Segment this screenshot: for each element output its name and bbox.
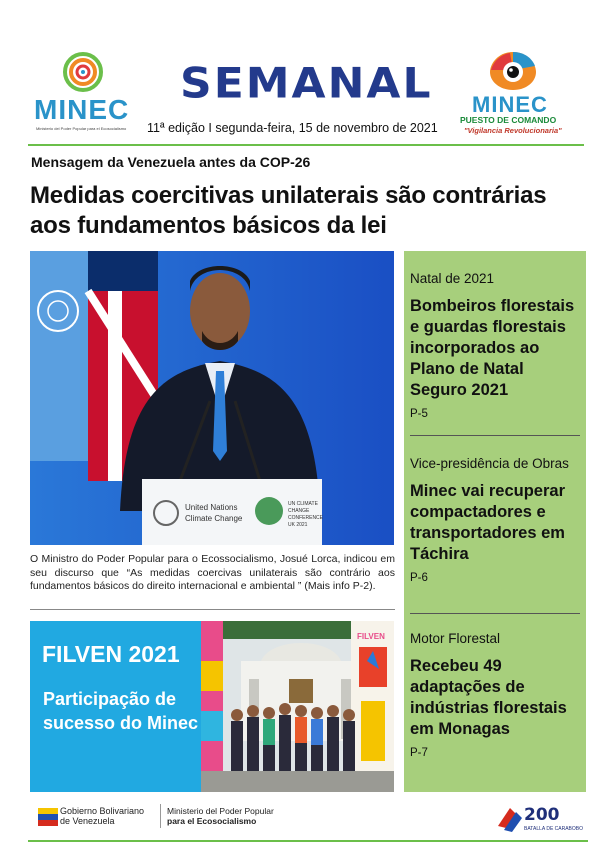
bicentennial-number: 200 <box>524 805 560 825</box>
bicentennial-logo <box>496 800 584 834</box>
sidebar-item-page: P-7 <box>410 747 428 759</box>
vigilancia-label: "Vigilancia Revolucionaria" <box>464 126 562 135</box>
sidebar-divider <box>410 613 580 614</box>
minec-tagline: Ministerio del Poder Popular para el Ecosocialismo <box>36 126 127 131</box>
caption-divider <box>30 609 395 610</box>
gob-line1: Gobierno Bolivariano <box>60 806 145 816</box>
footer-rule <box>28 840 588 842</box>
lead-kicker: Mensagem da Venezuela antes da COP-26 <box>31 154 311 170</box>
filven-banner-text: FILVEN <box>357 632 385 641</box>
sidebar-item-page: P-5 <box>410 408 428 420</box>
venezuela-coat-icon <box>38 806 58 828</box>
sidebar-item-label: Vice-presidência de Obras <box>410 456 569 471</box>
page-header <box>0 0 615 145</box>
ministry-line2: para el Ecosocialismo <box>167 816 257 826</box>
minec-wordmark-right: MINEC <box>472 92 548 117</box>
minec-swirl-logo-icon <box>63 52 103 92</box>
ministry-line1: Ministerio del Poder Popular <box>167 806 274 816</box>
sidebar <box>404 251 586 792</box>
edition-line: 11ª edição I segunda-feira, 15 de novembro de 2021 <box>147 121 438 135</box>
svg-text:CHANGE: CHANGE <box>288 508 310 514</box>
svg-text:UK 2021: UK 2021 <box>288 522 308 528</box>
header-divider <box>28 144 584 146</box>
sidebar-item-label: Natal de 2021 <box>410 271 495 286</box>
sidebar-item-title: Recebeu 49 adaptações de indústrias florestais em Monagas <box>410 657 567 738</box>
ministry-label <box>167 806 274 826</box>
lead-photo <box>30 251 394 545</box>
minec-eye-logo-icon <box>488 48 538 94</box>
sidebar-item-motor-florestal[interactable] <box>410 631 582 759</box>
sidebar-divider <box>410 435 580 436</box>
sidebar-item-natal[interactable] <box>410 271 582 420</box>
puesto-comando-label: PUESTO DE COMANDO <box>460 115 557 125</box>
podium-text-cc: Climate Change <box>185 514 243 523</box>
sidebar-item-obras[interactable] <box>410 456 582 584</box>
minec-puesto-logo <box>458 48 578 148</box>
filven-group-illustration <box>201 621 394 792</box>
sidebar-item-page: P-6 <box>410 572 428 584</box>
lead-photo-caption: O Ministro do Poder Popular para o Ecossocialismo, Josué Lorca, indicou em seu discurso que “As medidas coercivas unilaterais são contrário aos fundamentos básicos do direito internacional e ambiental ” (Mais info P-2). <box>30 553 395 592</box>
filven-box[interactable] <box>30 621 201 792</box>
speaker-illustration <box>30 251 394 545</box>
filven-subtitle: Participação de sucesso do Minec <box>43 689 199 733</box>
bicentennial-sub: BATALLA DE CARABOBO <box>524 826 584 832</box>
sidebar-item-title: Bombeiros florestais e guardas florestais incorporados ao Plano de Natal Seguro 2021 <box>410 297 575 399</box>
minec-wordmark: MINEC <box>34 94 130 125</box>
footer-divider <box>160 804 161 828</box>
filven-photo <box>201 621 394 792</box>
bicentennial-200-logo-icon <box>496 800 584 834</box>
podium-text-cop: UN CLIMATE <box>288 501 318 507</box>
svg-text:CONFERENCE: CONFERENCE <box>288 515 324 521</box>
podium-text-un: United Nations <box>185 503 238 512</box>
sidebar-item-label: Motor Florestal <box>410 631 501 646</box>
gobierno-bolivariano-logo <box>38 806 168 836</box>
gob-line2: de Venezuela <box>60 816 115 826</box>
masthead-title: SEMANAL <box>180 59 433 108</box>
filven-title: FILVEN 2021 <box>42 641 180 667</box>
sidebar-item-title: Minec vai recuperar compactadores e transportadores em Táchira <box>410 482 565 563</box>
minec-logo-left <box>30 52 140 132</box>
lead-headline: Medidas coercitivas unilaterais são contrárias aos fundamentos básicos da lei <box>30 182 547 239</box>
